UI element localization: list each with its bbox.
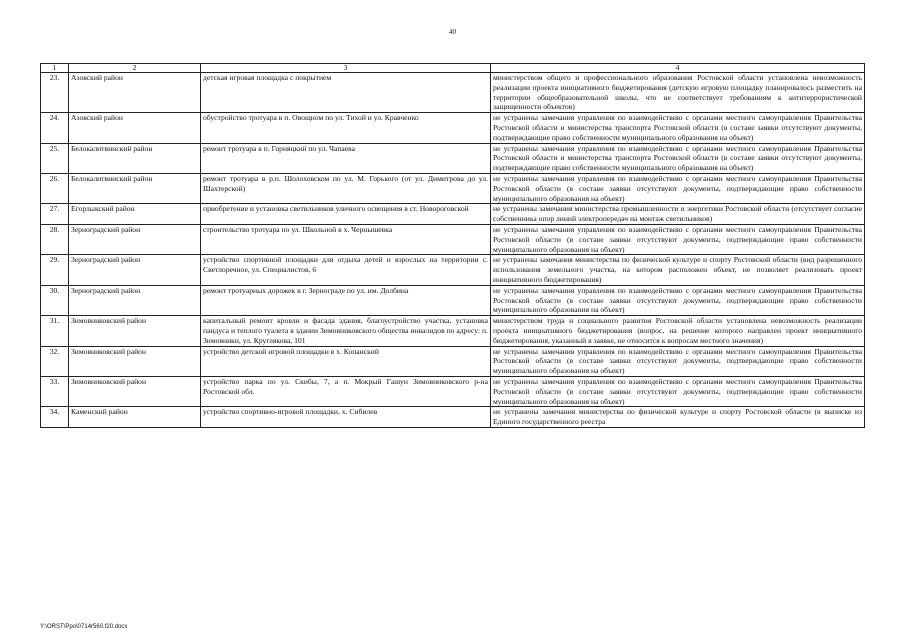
district-cell: Зерноградский район	[69, 224, 201, 254]
row-number: 25.	[41, 143, 69, 173]
table-row	[41, 143, 865, 173]
page-number: 40	[449, 28, 456, 36]
project-cell: ремонт тротуарных дорожек в г. Зернограде по ул. им. Долбина	[201, 285, 491, 315]
reason-cell: не устранены замечания управления по взаимодействию с органами местного самоуправления Правительства Ростовской области (в составе заявки отсутствуют документы, подтверждающие право собственности муниципального образования на объект)	[491, 173, 865, 203]
table-row	[41, 346, 865, 376]
reason-cell: не устранены замечания управления по взаимодействию с органами местного самоуправления Правительства Ростовской области (в составе заявки отсутствуют документы, подтверждающие право собственности муниципального образования на объект)	[491, 285, 865, 315]
reason-cell: не устранены замечания управления по взаимодействию с органами местного самоуправления Правительства Ростовской области и министерства транспорта Ростовской области (в составе заявки отсутствуют документы, подтверждающие право собственности муниципального образования на объект)	[491, 113, 865, 143]
table-row	[41, 224, 865, 254]
reason-cell: министерством общего и профессионального образования Ростовской области установлена невозможность реализации проекта инициативного бюджетирования (детскую игровую площадку планировалось разместить на территории общеобразовательной школы, что не соответствует требованиям к антитеррористической защищенности объектов)	[491, 73, 865, 113]
rejected-projects-table	[40, 63, 865, 428]
row-number: 26.	[41, 173, 69, 203]
reason-cell: министерством труда и социального развития Ростовской области установлена невозможность реализации проекта инициативного бюджетирования (вопрос, на решение которого направлен проект инициативного бюджетирования, указанный в заявке, не относится к вопросам местного значения)	[491, 316, 865, 346]
header-cell: 3	[201, 64, 491, 73]
district-cell: Зерноградский район	[69, 285, 201, 315]
project-cell: ремонт тротуара в р.п. Шолоховском по ул. М. Горького (от ул. Димитрова до ул. Шахтерской)	[201, 173, 491, 203]
district-cell: Белокалитвинский район	[69, 143, 201, 173]
district-cell: Егорлыкский район	[69, 204, 201, 225]
row-number: 29.	[41, 255, 69, 285]
project-cell: обустройство тротуара в п. Овощном по ул. Тихой и ул. Кравченко	[201, 113, 491, 143]
project-cell: устройство парка по ул. Скибы, 7, а п. Мокрый Гашун Зимовниковского р-на Ростовской обл.	[201, 376, 491, 406]
table-row	[41, 255, 865, 285]
project-cell: устройство спортивной площадки для отдыха детей и взрослых на территории с. Светлоречное, ул. Специалистов, 6	[201, 255, 491, 285]
district-cell: Зимовниковский район	[69, 346, 201, 376]
project-cell: детская игровая площадка с покрытием	[201, 73, 491, 113]
project-cell: ремонт тротуара в п. Горняцкий по ул. Чапаева	[201, 143, 491, 173]
reason-cell: не устранены замечания управления по взаимодействию с органами местного самоуправления Правительства Ростовской области (в составе заявки отсутствуют документы, подтверждающие право собственности муниципального образования на объект)	[491, 224, 865, 254]
table-row	[41, 376, 865, 406]
district-cell: Зимовниковский район	[69, 316, 201, 346]
reason-cell: не устранены замечания управления по взаимодействию с органами местного самоуправления Правительства Ростовской области (в составе заявки отсутствуют документы, подтверждающие право собственности муниципального образования на объект)	[491, 376, 865, 406]
table-row	[41, 316, 865, 346]
table-header-row	[41, 64, 865, 73]
row-number: 28.	[41, 224, 69, 254]
reason-cell: не устранены замечания министерства промышленности и энергетики Ростовской области (отсутствует согласие собственника опор линий электропередач на монтаж светильников)	[491, 204, 865, 225]
project-cell: устройство спортивно-игровой площадки, х. Сибилев	[201, 407, 491, 428]
header-cell: 4	[491, 64, 865, 73]
row-number: 23.	[41, 73, 69, 113]
district-cell: Азовский район	[69, 73, 201, 113]
row-number: 27.	[41, 204, 69, 225]
project-cell: строительство тротуара по ул. Школьной в х. Чернышевка	[201, 224, 491, 254]
reason-cell: не устранены замечания управления по взаимодействию с органами местного самоуправления Правительства Ростовской области и министерства транспорта Ростовской области (в составе заявки отсутствуют документы, подтверждающие право собственности муниципального образования на объект)	[491, 143, 865, 173]
header-cell: 2	[69, 64, 201, 73]
district-cell: Белокалитвинский район	[69, 173, 201, 203]
table-row	[41, 204, 865, 225]
table-row	[41, 113, 865, 143]
table-row	[41, 285, 865, 315]
district-cell: Зерноградский район	[69, 255, 201, 285]
project-cell: устройство детской игровой площадки в х. Копанский	[201, 346, 491, 376]
table-row	[41, 73, 865, 113]
table-row	[41, 407, 865, 428]
file-path-footer: Y:\ORST\Ppo\0714r560.f20.docx	[40, 624, 128, 630]
district-cell: Зимовниковский район	[69, 376, 201, 406]
table-row	[41, 173, 865, 203]
project-cell: капитальный ремонт кровли и фасада здания, благоустройство участка, установка пандуса и теплого туалета в здании Зимовниковского общества инвалидов по адресу: п. Зимовники, ул. Круглякова, 101	[201, 316, 491, 346]
project-cell: приобретение и установка светильников уличного освещения в ст. Новороговской	[201, 204, 491, 225]
row-number: 31.	[41, 316, 69, 346]
reason-cell: не устранены замечания министерства по физической культуре и спорту Ростовской области (в выписке из Единого государственного реестра	[491, 407, 865, 428]
row-number: 32.	[41, 346, 69, 376]
reason-cell: не устранены замечания министерства по физической культуре и спорту Ростовской области (вид разрешенного использования земельного участка, на котором расположен объект, не позволяет реализовать проект инициативного бюджетирования)	[491, 255, 865, 285]
district-cell: Каменский район	[69, 407, 201, 428]
row-number: 33.	[41, 376, 69, 406]
reason-cell: не устранены замечания управления по взаимодействию с органами местного самоуправления Правительства Ростовской области (в составе заявки отсутствуют документы, подтверждающие право собственности муниципального образования на объект)	[491, 346, 865, 376]
row-number: 24.	[41, 113, 69, 143]
district-cell: Азовский район	[69, 113, 201, 143]
row-number: 30.	[41, 285, 69, 315]
row-number: 34.	[41, 407, 69, 428]
header-cell: 1	[41, 64, 69, 73]
